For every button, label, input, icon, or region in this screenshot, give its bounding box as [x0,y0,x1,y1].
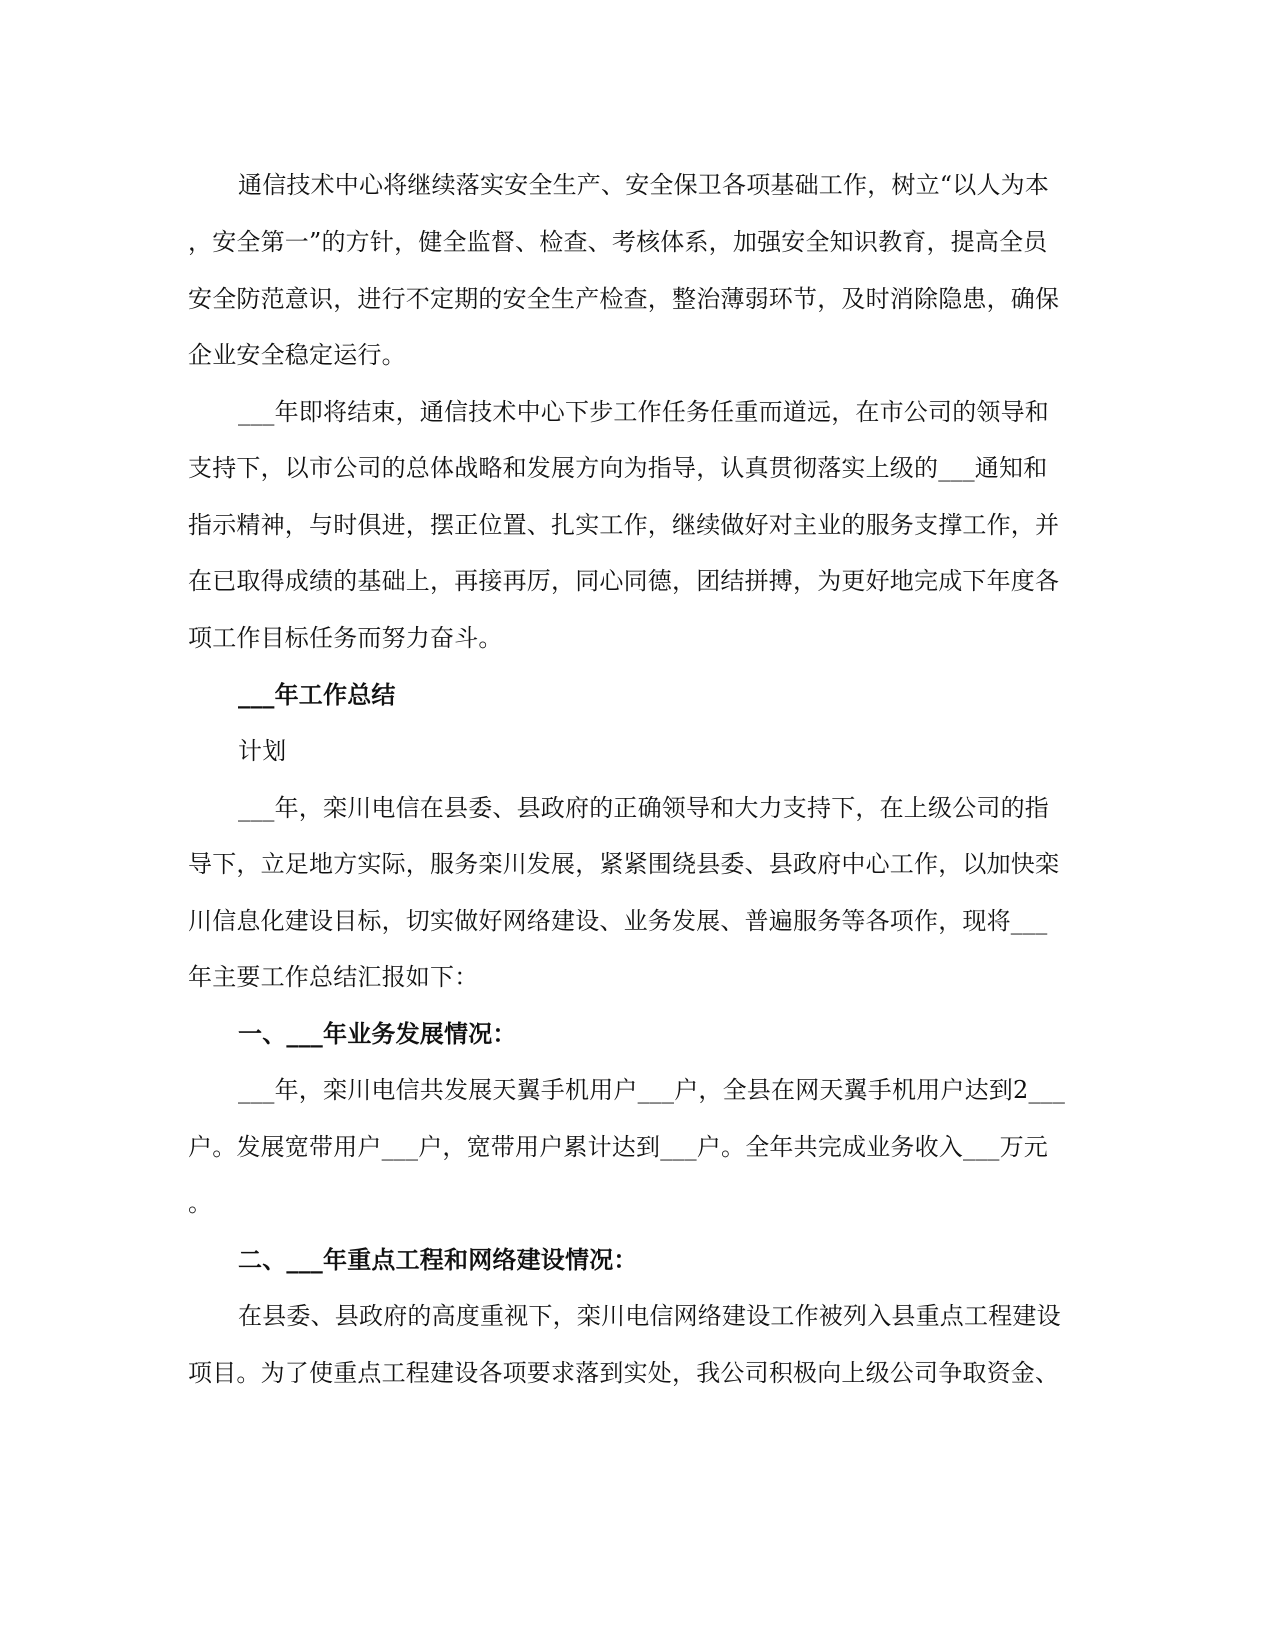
paragraph-line: 在县委、县政府的高度重视下，栾川电信网络建设工作被列入县重点工程建设 [238,1302,1061,1330]
paragraph-line: 导下，立足地方实际，服务栾川发展，紧紧围绕县委、县政府中心工作，以加快栾 [188,850,1060,878]
paragraph-line: 。 [188,1189,213,1217]
paragraph-line: 企业安全稳定运行。 [188,341,406,369]
paragraph-line: ，安全第一”的方针，健全监督、检查、考核体系，加强安全知识教育，提高全员 [188,228,1048,256]
paragraph-line: 安全防范意识，进行不定期的安全生产检查，整治薄弱环节，及时消除隐患，确保 [188,285,1060,313]
paragraph-line: ___年即将结束，通信技术中心下步工作任务任重而道远，在市公司的领导和 [238,398,1049,426]
paragraph-line: 支持下，以市公司的总体战略和发展方向为指导，认真贯彻落实上级的___通知和 [188,454,1048,482]
paragraph-line: 川信息化建设目标，切实做好网络建设、业务发展、普遍服务等各项作，现将___ [188,907,1048,935]
section-title: 二、___年重点工程和网络建设情况： [238,1246,638,1274]
section-heading: ___年工作总结 [238,681,396,709]
paragraph-line: ___年，栾川电信共发展天翼手机用户___户，全县在网天翼手机用户达到2___ [238,1076,1066,1104]
paragraph-line: 户。发展宽带用户___户，宽带用户累计达到___户。全年共完成业务收入___万元 [188,1133,1048,1161]
paragraph-line: 在已取得成绩的基础上，再接再厉，同心同德，团结拼搏，为更好地完成下年度各 [188,567,1060,595]
paragraph-line: 项目。为了使重点工程建设各项要求落到实处，我公司积极向上级公司争取资金、 [188,1359,1060,1387]
section-title: 一、___年业务发展情况： [238,1020,517,1048]
section-subheading: 计划 [238,737,287,765]
paragraph-line: 通信技术中心将继续落实安全生产、安全保卫各项基础工作，树立“以人为本 [238,171,1050,199]
paragraph-line: 年主要工作总结汇报如下： [188,963,479,991]
paragraph-line: 项工作目标任务而努力奋斗。 [188,624,503,652]
paragraph-line: 指示精神，与时俱进，摆正位置、扎实工作，继续做好对主业的服务支撑工作，并 [188,511,1060,539]
paragraph-line: ___年，栾川电信在县委、县政府的正确领导和大力支持下，在上级公司的指 [238,794,1049,822]
